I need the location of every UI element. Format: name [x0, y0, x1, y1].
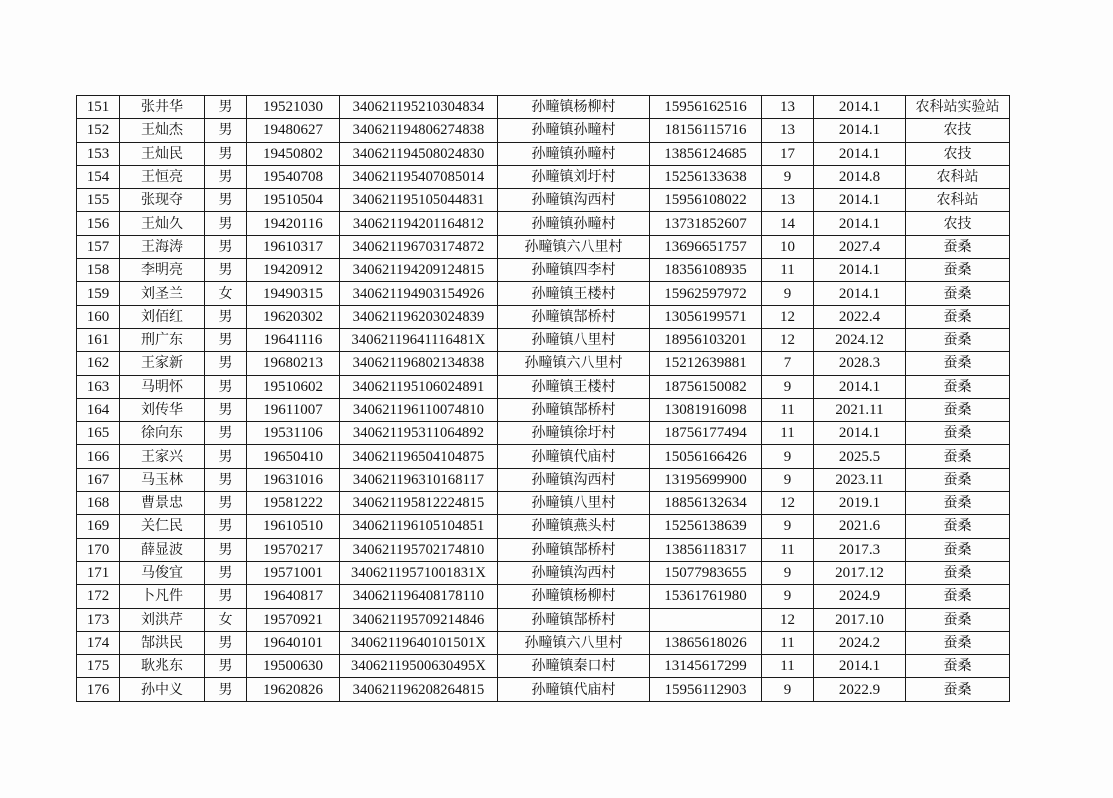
- cell-birth-date: 19610317: [247, 235, 340, 258]
- cell-gender: 男: [205, 445, 247, 468]
- cell-birth-date: 19640101: [247, 631, 340, 654]
- cell-address: 孙疃镇王楼村: [498, 375, 650, 398]
- cell-gender: 男: [205, 655, 247, 678]
- cell-id-number: 340621195709214846: [340, 608, 498, 631]
- cell-specialty: 蚕桑: [906, 235, 1010, 258]
- cell-birth-date: 19610510: [247, 515, 340, 538]
- cell-id-number: 340621194201164812: [340, 212, 498, 235]
- cell-specialty: 蚕桑: [906, 445, 1010, 468]
- cell-date: 2014.1: [814, 96, 906, 119]
- cell-gender: 男: [205, 119, 247, 142]
- cell-address: 孙疃镇沟西村: [498, 561, 650, 584]
- cell-phone: 13856118317: [650, 538, 762, 561]
- cell-row-number: 175: [77, 655, 120, 678]
- table-row: [77, 352, 1010, 375]
- cell-id-number: 340621196203024839: [340, 305, 498, 328]
- cell-specialty: 蚕桑: [906, 352, 1010, 375]
- cell-phone: 15256133638: [650, 165, 762, 188]
- cell-years: 13: [762, 119, 814, 142]
- cell-years: 11: [762, 259, 814, 282]
- cell-years: 12: [762, 492, 814, 515]
- cell-phone: 18356108935: [650, 259, 762, 282]
- cell-name: 李明亮: [120, 259, 205, 282]
- cell-phone: 13145617299: [650, 655, 762, 678]
- cell-birth-date: 19620826: [247, 678, 340, 701]
- cell-specialty: 蚕桑: [906, 282, 1010, 305]
- cell-name: 王灿杰: [120, 119, 205, 142]
- cell-birth-date: 19490315: [247, 282, 340, 305]
- cell-id-number: 340621194806274838: [340, 119, 498, 142]
- cell-phone: 13856124685: [650, 142, 762, 165]
- cell-specialty: 蚕桑: [906, 538, 1010, 561]
- cell-phone: 15212639881: [650, 352, 762, 375]
- cell-id-number: 340621194903154926: [340, 282, 498, 305]
- table-row: [77, 538, 1010, 561]
- table-row: [77, 585, 1010, 608]
- cell-years: 11: [762, 398, 814, 421]
- cell-row-number: 154: [77, 165, 120, 188]
- cell-birth-date: 19581222: [247, 492, 340, 515]
- cell-date: 2014.1: [814, 375, 906, 398]
- cell-birth-date: 19611007: [247, 398, 340, 421]
- cell-specialty: 蚕桑: [906, 561, 1010, 584]
- cell-years: 9: [762, 282, 814, 305]
- cell-gender: 男: [205, 328, 247, 351]
- cell-address: 孙疃镇徐圩村: [498, 422, 650, 445]
- cell-date: 2017.12: [814, 561, 906, 584]
- table-row: [77, 212, 1010, 235]
- cell-address: 孙疃镇六八里村: [498, 235, 650, 258]
- cell-phone: 15361761980: [650, 585, 762, 608]
- cell-years: 10: [762, 235, 814, 258]
- cell-date: 2019.1: [814, 492, 906, 515]
- cell-address: 孙疃镇王楼村: [498, 282, 650, 305]
- cell-phone: 15962597972: [650, 282, 762, 305]
- table-row: [77, 328, 1010, 351]
- cell-specialty: 蚕桑: [906, 608, 1010, 631]
- table-row: [77, 119, 1010, 142]
- cell-row-number: 167: [77, 468, 120, 491]
- cell-id-number: 340621196208264815: [340, 678, 498, 701]
- cell-date: 2014.1: [814, 212, 906, 235]
- cell-gender: 男: [205, 398, 247, 421]
- cell-birth-date: 19571001: [247, 561, 340, 584]
- cell-id-number: 340621195812224815: [340, 492, 498, 515]
- cell-specialty: 农科站实验站: [906, 96, 1010, 119]
- cell-specialty: 蚕桑: [906, 655, 1010, 678]
- cell-name: 王灿民: [120, 142, 205, 165]
- cell-name: 王海涛: [120, 235, 205, 258]
- cell-name: 徐向东: [120, 422, 205, 445]
- cell-row-number: 174: [77, 631, 120, 654]
- cell-date: 2021.11: [814, 398, 906, 421]
- cell-address: 孙疃镇代庙村: [498, 678, 650, 701]
- table-row: [77, 468, 1010, 491]
- cell-gender: 男: [205, 515, 247, 538]
- cell-specialty: 蚕桑: [906, 375, 1010, 398]
- cell-birth-date: 19510504: [247, 189, 340, 212]
- cell-id-number: 340621196703174872: [340, 235, 498, 258]
- cell-name: 刘传华: [120, 398, 205, 421]
- cell-phone: 15956162516: [650, 96, 762, 119]
- cell-birth-date: 19510602: [247, 375, 340, 398]
- cell-row-number: 163: [77, 375, 120, 398]
- cell-id-number: 34062119641116481X: [340, 328, 498, 351]
- cell-address: 孙疃镇孙疃村: [498, 119, 650, 142]
- cell-specialty: 蚕桑: [906, 631, 1010, 654]
- cell-row-number: 173: [77, 608, 120, 631]
- cell-years: 11: [762, 631, 814, 654]
- cell-phone: 18956103201: [650, 328, 762, 351]
- cell-address: 孙疃镇孙疃村: [498, 142, 650, 165]
- cell-row-number: 151: [77, 96, 120, 119]
- table-row: [77, 678, 1010, 701]
- cell-name: 郜洪民: [120, 631, 205, 654]
- cell-name: 王灿久: [120, 212, 205, 235]
- table-row: [77, 142, 1010, 165]
- cell-row-number: 168: [77, 492, 120, 515]
- cell-address: 孙疃镇杨柳村: [498, 96, 650, 119]
- cell-name: 刑广东: [120, 328, 205, 351]
- cell-date: 2014.8: [814, 165, 906, 188]
- cell-date: 2014.1: [814, 422, 906, 445]
- cell-address: 孙疃镇秦口村: [498, 655, 650, 678]
- cell-address: 孙疃镇八里村: [498, 492, 650, 515]
- cell-phone: 13056199571: [650, 305, 762, 328]
- cell-phone: 13195699900: [650, 468, 762, 491]
- cell-gender: 男: [205, 189, 247, 212]
- table-row: [77, 492, 1010, 515]
- cell-specialty: 蚕桑: [906, 305, 1010, 328]
- table-body: [77, 96, 1010, 702]
- cell-birth-date: 19570921: [247, 608, 340, 631]
- cell-id-number: 340621195105044831: [340, 189, 498, 212]
- cell-date: 2024.2: [814, 631, 906, 654]
- cell-gender: 男: [205, 492, 247, 515]
- cell-name: 卜凡件: [120, 585, 205, 608]
- cell-phone: 18156115716: [650, 119, 762, 142]
- cell-row-number: 156: [77, 212, 120, 235]
- cell-gender: 男: [205, 305, 247, 328]
- cell-name: 张井华: [120, 96, 205, 119]
- cell-birth-date: 19420116: [247, 212, 340, 235]
- cell-specialty: 蚕桑: [906, 492, 1010, 515]
- cell-birth-date: 19680213: [247, 352, 340, 375]
- cell-birth-date: 19620302: [247, 305, 340, 328]
- cell-address: 孙疃镇六八里村: [498, 352, 650, 375]
- cell-phone: 13696651757: [650, 235, 762, 258]
- cell-gender: 男: [205, 235, 247, 258]
- cell-id-number: 340621196105104851: [340, 515, 498, 538]
- cell-date: 2014.1: [814, 655, 906, 678]
- table-row: [77, 515, 1010, 538]
- cell-row-number: 165: [77, 422, 120, 445]
- cell-row-number: 162: [77, 352, 120, 375]
- cell-years: 13: [762, 96, 814, 119]
- cell-address: 孙疃镇郜桥村: [498, 305, 650, 328]
- cell-birth-date: 19521030: [247, 96, 340, 119]
- cell-id-number: 340621194209124815: [340, 259, 498, 282]
- cell-specialty: 农技: [906, 212, 1010, 235]
- cell-birth-date: 19570217: [247, 538, 340, 561]
- cell-name: 刘圣兰: [120, 282, 205, 305]
- cell-address: 孙疃镇孙疃村: [498, 212, 650, 235]
- cell-name: 张现夺: [120, 189, 205, 212]
- cell-address: 孙疃镇刘圩村: [498, 165, 650, 188]
- cell-years: 12: [762, 305, 814, 328]
- cell-years: 9: [762, 445, 814, 468]
- cell-specialty: 蚕桑: [906, 515, 1010, 538]
- cell-address: 孙疃镇六八里村: [498, 631, 650, 654]
- cell-years: 12: [762, 328, 814, 351]
- cell-years: 17: [762, 142, 814, 165]
- cell-phone: 13081916098: [650, 398, 762, 421]
- cell-specialty: 蚕桑: [906, 468, 1010, 491]
- cell-specialty: 农科站: [906, 189, 1010, 212]
- cell-id-number: 34062119500630495X: [340, 655, 498, 678]
- cell-years: 7: [762, 352, 814, 375]
- cell-years: 9: [762, 678, 814, 701]
- cell-name: 刘佰红: [120, 305, 205, 328]
- cell-id-number: 34062119571001831X: [340, 561, 498, 584]
- cell-address: 孙疃镇四李村: [498, 259, 650, 282]
- cell-row-number: 172: [77, 585, 120, 608]
- cell-row-number: 166: [77, 445, 120, 468]
- cell-birth-date: 19641116: [247, 328, 340, 351]
- cell-phone: 13731852607: [650, 212, 762, 235]
- cell-id-number: 34062119640101501X: [340, 631, 498, 654]
- cell-phone: 13865618026: [650, 631, 762, 654]
- cell-name: 王家新: [120, 352, 205, 375]
- cell-date: 2024.12: [814, 328, 906, 351]
- cell-address: 孙疃镇杨柳村: [498, 585, 650, 608]
- cell-specialty: 农科站: [906, 165, 1010, 188]
- cell-id-number: 340621195210304834: [340, 96, 498, 119]
- cell-gender: 男: [205, 538, 247, 561]
- cell-date: 2028.3: [814, 352, 906, 375]
- cell-birth-date: 19500630: [247, 655, 340, 678]
- cell-address: 孙疃镇八里村: [498, 328, 650, 351]
- cell-years: 9: [762, 561, 814, 584]
- cell-gender: 男: [205, 375, 247, 398]
- table-row: [77, 561, 1010, 584]
- cell-years: 12: [762, 608, 814, 631]
- cell-row-number: 153: [77, 142, 120, 165]
- cell-date: 2014.1: [814, 142, 906, 165]
- cell-phone: 18856132634: [650, 492, 762, 515]
- cell-years: 9: [762, 375, 814, 398]
- cell-specialty: 蚕桑: [906, 422, 1010, 445]
- cell-date: 2022.4: [814, 305, 906, 328]
- cell-row-number: 155: [77, 189, 120, 212]
- cell-years: 9: [762, 165, 814, 188]
- cell-gender: 男: [205, 352, 247, 375]
- table-row: [77, 398, 1010, 421]
- cell-birth-date: 19531106: [247, 422, 340, 445]
- cell-phone: 15956108022: [650, 189, 762, 212]
- cell-specialty: 蚕桑: [906, 259, 1010, 282]
- cell-years: 14: [762, 212, 814, 235]
- cell-date: 2014.1: [814, 259, 906, 282]
- cell-date: 2014.1: [814, 282, 906, 305]
- cell-name: 马俊宜: [120, 561, 205, 584]
- cell-specialty: 蚕桑: [906, 398, 1010, 421]
- cell-specialty: 蚕桑: [906, 678, 1010, 701]
- cell-date: 2017.10: [814, 608, 906, 631]
- cell-date: 2027.4: [814, 235, 906, 258]
- cell-row-number: 169: [77, 515, 120, 538]
- cell-gender: 男: [205, 259, 247, 282]
- cell-specialty: 农技: [906, 142, 1010, 165]
- table-row: [77, 608, 1010, 631]
- cell-name: 耿兆东: [120, 655, 205, 678]
- cell-date: 2024.9: [814, 585, 906, 608]
- cell-phone: 15956112903: [650, 678, 762, 701]
- cell-years: 13: [762, 189, 814, 212]
- cell-phone: 18756177494: [650, 422, 762, 445]
- table-row: [77, 422, 1010, 445]
- cell-phone: 15056166426: [650, 445, 762, 468]
- personnel-table: [76, 95, 1010, 702]
- table-row: [77, 305, 1010, 328]
- cell-date: 2023.11: [814, 468, 906, 491]
- cell-id-number: 340621195311064892: [340, 422, 498, 445]
- cell-date: 2021.6: [814, 515, 906, 538]
- cell-gender: 男: [205, 165, 247, 188]
- table-row: [77, 375, 1010, 398]
- cell-id-number: 340621196802134838: [340, 352, 498, 375]
- cell-row-number: 159: [77, 282, 120, 305]
- cell-name: 孙中义: [120, 678, 205, 701]
- cell-years: 11: [762, 422, 814, 445]
- cell-id-number: 340621195407085014: [340, 165, 498, 188]
- cell-id-number: 340621196408178110: [340, 585, 498, 608]
- cell-date: 2022.9: [814, 678, 906, 701]
- cell-name: 马明怀: [120, 375, 205, 398]
- cell-name: 关仁民: [120, 515, 205, 538]
- cell-gender: 男: [205, 468, 247, 491]
- cell-id-number: 340621195702174810: [340, 538, 498, 561]
- cell-gender: 男: [205, 96, 247, 119]
- cell-row-number: 157: [77, 235, 120, 258]
- cell-gender: 女: [205, 608, 247, 631]
- cell-id-number: 340621196110074810: [340, 398, 498, 421]
- cell-gender: 男: [205, 212, 247, 235]
- cell-birth-date: 19640817: [247, 585, 340, 608]
- cell-row-number: 171: [77, 561, 120, 584]
- cell-name: 王家兴: [120, 445, 205, 468]
- table-row: [77, 445, 1010, 468]
- cell-specialty: 蚕桑: [906, 585, 1010, 608]
- cell-birth-date: 19540708: [247, 165, 340, 188]
- table-row: [77, 282, 1010, 305]
- cell-years: 9: [762, 585, 814, 608]
- cell-gender: 男: [205, 422, 247, 445]
- cell-gender: 男: [205, 142, 247, 165]
- cell-specialty: 农技: [906, 119, 1010, 142]
- table-row: [77, 655, 1010, 678]
- table-row: [77, 631, 1010, 654]
- cell-birth-date: 19450802: [247, 142, 340, 165]
- cell-birth-date: 19480627: [247, 119, 340, 142]
- cell-address: 孙疃镇代庙村: [498, 445, 650, 468]
- cell-address: 孙疃镇沟西村: [498, 468, 650, 491]
- table-row: [77, 165, 1010, 188]
- cell-row-number: 158: [77, 259, 120, 282]
- cell-id-number: 340621194508024830: [340, 142, 498, 165]
- cell-gender: 女: [205, 282, 247, 305]
- cell-row-number: 176: [77, 678, 120, 701]
- cell-phone: 15256138639: [650, 515, 762, 538]
- cell-name: 王恒亮: [120, 165, 205, 188]
- cell-date: 2025.5: [814, 445, 906, 468]
- cell-birth-date: 19420912: [247, 259, 340, 282]
- cell-address: 孙疃镇沟西村: [498, 189, 650, 212]
- cell-address: 孙疃镇郜桥村: [498, 538, 650, 561]
- cell-specialty: 蚕桑: [906, 328, 1010, 351]
- cell-gender: 男: [205, 585, 247, 608]
- cell-gender: 男: [205, 561, 247, 584]
- cell-birth-date: 19631016: [247, 468, 340, 491]
- cell-phone: 15077983655: [650, 561, 762, 584]
- cell-row-number: 152: [77, 119, 120, 142]
- cell-address: 孙疃镇郜桥村: [498, 398, 650, 421]
- cell-date: 2014.1: [814, 189, 906, 212]
- cell-id-number: 340621195106024891: [340, 375, 498, 398]
- cell-address: 孙疃镇燕头村: [498, 515, 650, 538]
- table-row: [77, 189, 1010, 212]
- cell-years: 9: [762, 468, 814, 491]
- cell-address: 孙疃镇郜桥村: [498, 608, 650, 631]
- cell-birth-date: 19650410: [247, 445, 340, 468]
- cell-name: 曹景忠: [120, 492, 205, 515]
- cell-id-number: 340621196504104875: [340, 445, 498, 468]
- cell-phone: 18756150082: [650, 375, 762, 398]
- cell-row-number: 170: [77, 538, 120, 561]
- cell-name: 马玉林: [120, 468, 205, 491]
- cell-date: 2014.1: [814, 119, 906, 142]
- cell-row-number: 160: [77, 305, 120, 328]
- cell-years: 11: [762, 655, 814, 678]
- cell-name: 薛显波: [120, 538, 205, 561]
- cell-name: 刘洪芹: [120, 608, 205, 631]
- cell-gender: 男: [205, 631, 247, 654]
- cell-row-number: 164: [77, 398, 120, 421]
- cell-years: 11: [762, 538, 814, 561]
- cell-date: 2017.3: [814, 538, 906, 561]
- table-row: [77, 96, 1010, 119]
- cell-years: 9: [762, 515, 814, 538]
- table-row: [77, 259, 1010, 282]
- cell-row-number: 161: [77, 328, 120, 351]
- cell-phone: [650, 608, 762, 631]
- table-row: [77, 235, 1010, 258]
- cell-gender: 男: [205, 678, 247, 701]
- cell-id-number: 340621196310168117: [340, 468, 498, 491]
